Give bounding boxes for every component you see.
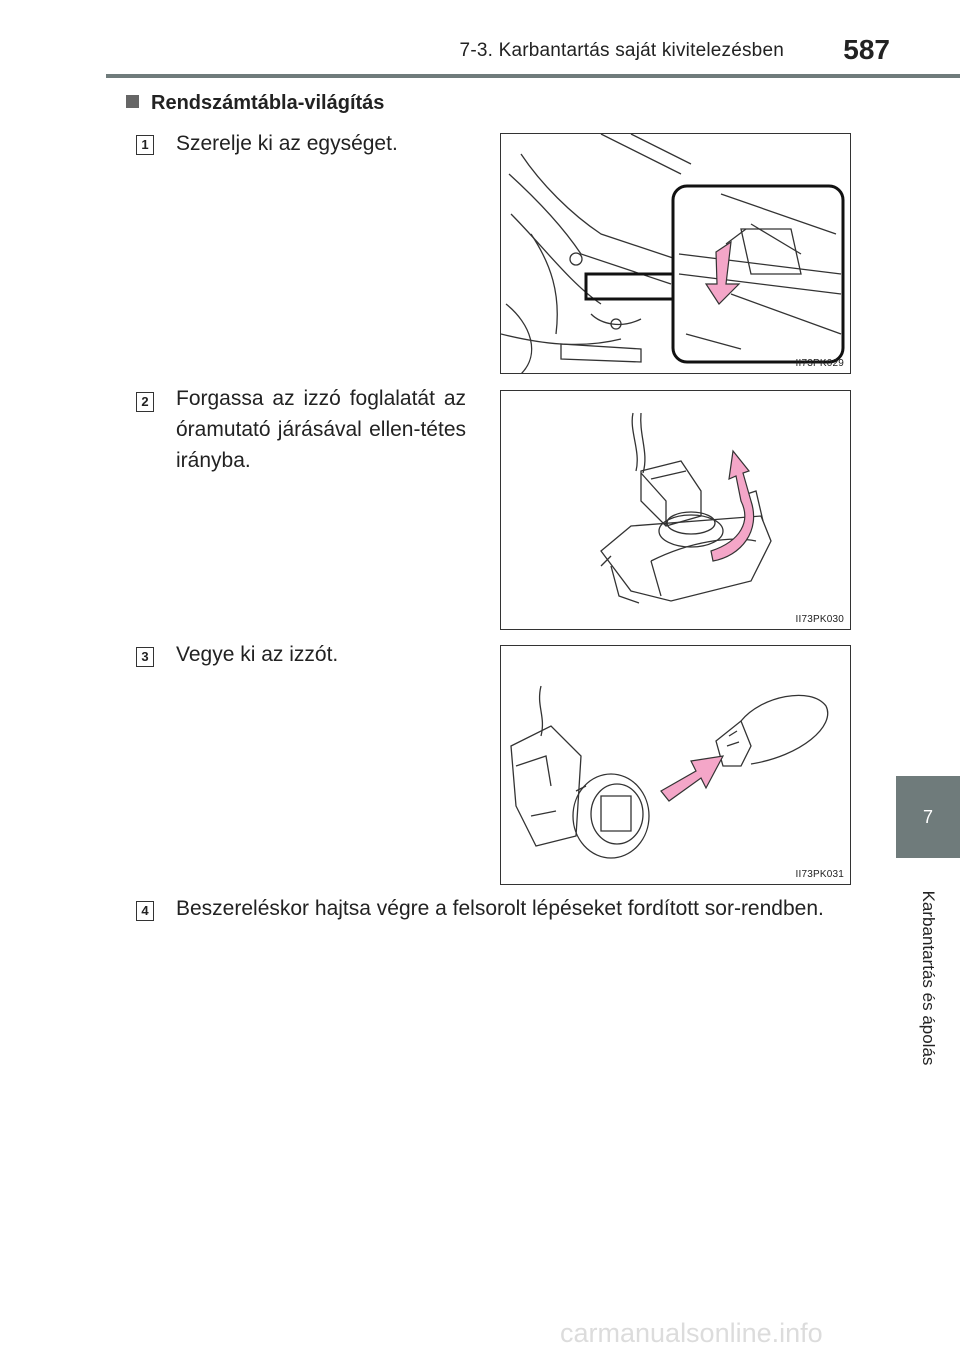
svg-text:carmanualsonline.info: carmanualsonline.info (560, 1318, 823, 1348)
figure-code-2: II73PK030 (795, 614, 844, 625)
figure-remove-bulb (500, 645, 851, 885)
chapter-number: 7 (922, 806, 933, 827)
step-number-2: 2 (136, 392, 154, 412)
figure-code-3: II73PK031 (795, 869, 844, 880)
figure-rotate-socket (500, 390, 851, 630)
figure-code-1: II73PK029 (795, 358, 844, 369)
step-number-3: 3 (136, 647, 154, 667)
section-title: Rendszámtábla-világítás (151, 92, 385, 114)
step-text-2: Forgassa az izzó foglalatát az óramutató járásával ellen-tétes irányba. (176, 387, 466, 472)
heading-square-icon (126, 95, 139, 108)
running-header: 7-3. Karbantartás saját kivitelezésben (459, 40, 784, 61)
header-rule (106, 74, 960, 78)
step-number-1: 1 (136, 135, 154, 155)
chapter-title: Karbantartás és ápolás (919, 890, 938, 1066)
step-text-1: Szerelje ki az egységet. (176, 132, 398, 155)
step-text-3: Vegye ki az izzót. (176, 643, 339, 666)
illustration-rotate-socket (501, 391, 851, 630)
section-heading (126, 92, 384, 115)
figure-remove-unit (500, 133, 851, 374)
chapter-tab (896, 776, 960, 858)
step-text-4: Beszereléskor hajtsa végre a felsorolt lépéseket fordított sor-rendben. (176, 897, 824, 920)
illustration-remove-bulb (501, 646, 851, 885)
chapter-title-vertical (898, 868, 958, 1088)
watermark-logo (560, 1318, 952, 1348)
illustration-remove-unit (501, 134, 851, 374)
step-number-4: 4 (136, 901, 154, 921)
page-number: 587 (843, 34, 890, 65)
